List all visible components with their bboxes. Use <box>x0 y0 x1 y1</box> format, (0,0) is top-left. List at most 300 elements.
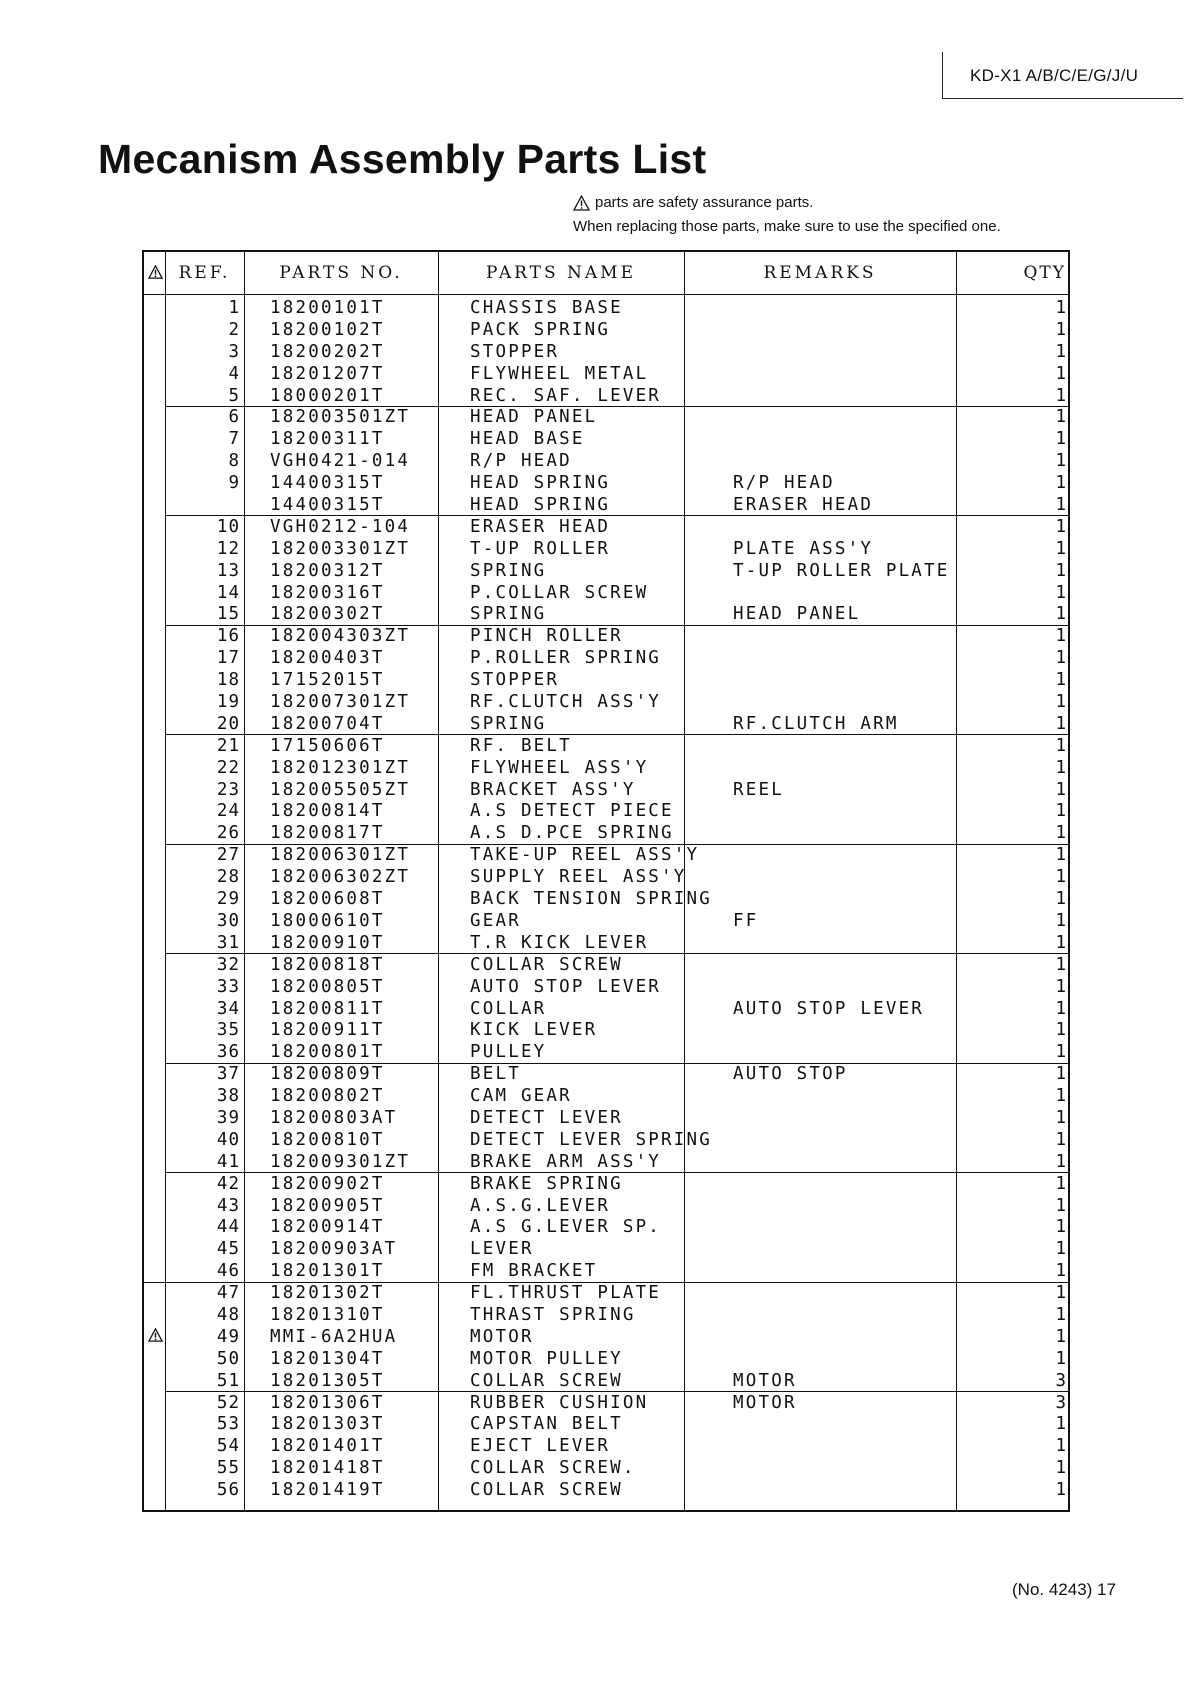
parts-name-cell: P.COLLAR SCREW <box>470 582 649 603</box>
table-row <box>144 1193 1068 1215</box>
ref-cell: 21 <box>216 735 240 756</box>
table-row <box>144 514 1068 536</box>
qty-cell: 1 <box>1055 473 1066 494</box>
qty-cell: 1 <box>1055 998 1066 1019</box>
table-row <box>144 1324 1068 1346</box>
parts-no-cell: 18200311T <box>270 429 385 450</box>
ref-cell: 32 <box>216 954 240 975</box>
ref-cell: 20 <box>216 713 240 734</box>
table-row <box>144 470 1068 492</box>
ref-cell: 4 <box>228 363 240 384</box>
table-row <box>144 711 1068 733</box>
qty-cell: 1 <box>1055 1326 1066 1347</box>
ref-cell: 48 <box>216 1304 240 1325</box>
table-row <box>144 623 1068 645</box>
ref-cell: 24 <box>216 801 240 822</box>
qty-cell: 1 <box>1055 1283 1066 1304</box>
table-row <box>144 601 1068 623</box>
table-row <box>144 908 1068 930</box>
parts-no-cell: 182004303ZT <box>270 626 411 647</box>
table-row <box>144 558 1068 580</box>
parts-no-cell: 14400315T <box>270 473 385 494</box>
qty-cell: 1 <box>1055 516 1066 537</box>
qty-cell: 1 <box>1055 735 1066 756</box>
group-divider <box>165 625 1068 626</box>
group-divider <box>144 1282 1068 1283</box>
group-divider <box>165 844 1068 845</box>
table-row <box>144 1302 1068 1324</box>
parts-no-cell: 18200817T <box>270 823 385 844</box>
parts-name-cell: BRAKE SPRING <box>470 1173 623 1194</box>
qty-cell: 1 <box>1055 1239 1066 1260</box>
parts-name-cell: BRACKET ASS'Y <box>470 779 636 800</box>
parts-no-cell: 182009301ZT <box>270 1151 411 1172</box>
parts-name-cell: FLYWHEEL METAL <box>470 363 649 384</box>
qty-cell: 1 <box>1055 1480 1066 1501</box>
ref-cell: 27 <box>216 845 240 866</box>
qty-cell: 1 <box>1055 1414 1066 1435</box>
safety-note <box>573 194 813 211</box>
parts-name-cell: SPRING <box>470 560 547 581</box>
table-row <box>144 755 1068 777</box>
qty-cell: 1 <box>1055 845 1066 866</box>
parts-no-cell: 17150606T <box>270 735 385 756</box>
ref-cell: 40 <box>216 1129 240 1150</box>
parts-no-cell: 182006302ZT <box>270 867 411 888</box>
parts-name-cell: COLLAR SCREW <box>470 954 623 975</box>
qty-cell: 1 <box>1055 910 1066 931</box>
parts-name-cell: SPRING <box>470 713 547 734</box>
group-divider <box>165 1063 1068 1064</box>
table-row <box>144 580 1068 602</box>
parts-name-cell: BACK TENSION SPRING <box>470 889 712 910</box>
qty-cell: 1 <box>1055 1064 1066 1085</box>
table-row <box>144 1127 1068 1149</box>
table-row <box>144 1433 1068 1455</box>
table-row <box>144 404 1068 426</box>
parts-no-cell: 18200102T <box>270 319 385 340</box>
table-row <box>144 1477 1068 1499</box>
qty-cell: 1 <box>1055 692 1066 713</box>
qty-cell: 1 <box>1055 363 1066 384</box>
qty-cell: 1 <box>1055 429 1066 450</box>
ref-cell: 26 <box>216 823 240 844</box>
parts-no-cell: 18201419T <box>270 1480 385 1501</box>
parts-no-cell: 18200608T <box>270 889 385 910</box>
parts-no-cell: 18201418T <box>270 1458 385 1479</box>
parts-no-cell: 18200316T <box>270 582 385 603</box>
qty-cell: 1 <box>1055 1458 1066 1479</box>
qty-cell: 3 <box>1055 1370 1066 1391</box>
safety-note-text: parts are safety assurance parts. <box>595 194 814 211</box>
table-row <box>144 689 1068 711</box>
parts-name-cell: RF.CLUTCH ASS'Y <box>470 692 662 713</box>
table-row <box>144 820 1068 842</box>
parts-name-cell: T.R KICK LEVER <box>470 932 649 953</box>
qty-cell: 1 <box>1055 1020 1066 1041</box>
parts-name-cell: RF. BELT <box>470 735 572 756</box>
ref-cell: 10 <box>216 516 240 537</box>
table-row <box>144 645 1068 667</box>
table-row <box>144 1105 1068 1127</box>
qty-cell: 1 <box>1055 604 1066 625</box>
qty-cell: 1 <box>1055 889 1066 910</box>
parts-name-cell: STOPPER <box>470 341 560 362</box>
parts-no-cell: 18200302T <box>270 604 385 625</box>
parts-name-cell: T-UP ROLLER <box>470 538 611 559</box>
parts-no-cell: 18201401T <box>270 1436 385 1457</box>
ref-cell: 54 <box>216 1436 240 1457</box>
qty-cell: 1 <box>1055 341 1066 362</box>
table-row <box>144 361 1068 383</box>
parts-name-cell: KICK LEVER <box>470 1020 598 1041</box>
header-remarks: REMARKS <box>763 263 877 283</box>
ref-cell: 38 <box>216 1086 240 1107</box>
parts-name-cell: COLLAR SCREW. <box>470 1458 636 1479</box>
parts-name-cell: TAKE-UP REEL ASS'Y <box>470 845 700 866</box>
group-divider <box>165 1391 1068 1392</box>
qty-cell: 1 <box>1055 1304 1066 1325</box>
parts-name-cell: HEAD SPRING <box>470 495 611 516</box>
table-row <box>144 1258 1068 1280</box>
parts-no-cell: MMI-6A2HUA <box>270 1326 398 1347</box>
qty-cell: 1 <box>1055 385 1066 406</box>
parts-name-cell: EJECT LEVER <box>470 1436 611 1457</box>
ref-cell: 6 <box>228 407 240 428</box>
table-row <box>144 886 1068 908</box>
parts-no-cell: 18201305T <box>270 1370 385 1391</box>
parts-no-cell: 18201306T <box>270 1392 385 1413</box>
parts-name-cell: GEAR <box>470 910 521 931</box>
parts-no-cell: VGH0421-014 <box>270 451 411 472</box>
ref-cell: 18 <box>216 670 240 691</box>
table-row <box>144 798 1068 820</box>
remarks-cell: T-UP ROLLER PLATE <box>733 560 950 581</box>
qty-cell: 1 <box>1055 779 1066 800</box>
ref-cell: 13 <box>216 560 240 581</box>
remarks-cell: REEL <box>733 779 784 800</box>
table-row <box>144 842 1068 864</box>
parts-name-cell: PINCH ROLLER <box>470 626 623 647</box>
header-ref: REF. <box>178 263 231 283</box>
remarks-cell: AUTO STOP <box>733 1064 848 1085</box>
ref-cell: 39 <box>216 1107 240 1128</box>
group-divider <box>165 406 1068 407</box>
qty-cell: 1 <box>1055 867 1066 888</box>
parts-name-cell: A.S DETECT PIECE <box>470 801 674 822</box>
remarks-cell: FF <box>733 910 759 931</box>
qty-cell: 1 <box>1055 1042 1066 1063</box>
remarks-cell: RF.CLUTCH ARM <box>733 713 899 734</box>
parts-name-cell: ERASER HEAD <box>470 516 611 537</box>
ref-cell: 2 <box>228 319 240 340</box>
qty-cell: 1 <box>1055 757 1066 778</box>
header-parts-name: PARTS NAME <box>485 263 636 283</box>
ref-cell: 9 <box>228 473 240 494</box>
parts-no-cell: 18200905T <box>270 1195 385 1216</box>
ref-cell: 51 <box>216 1370 240 1391</box>
qty-cell: 1 <box>1055 1348 1066 1369</box>
ref-cell: 52 <box>216 1392 240 1413</box>
parts-name-cell: SUPPLY REEL ASS'Y <box>470 867 687 888</box>
ref-cell: 19 <box>216 692 240 713</box>
table-row <box>144 1411 1068 1433</box>
table-row <box>144 1039 1068 1061</box>
ref-cell: 14 <box>216 582 240 603</box>
parts-no-cell: 182005505ZT <box>270 779 411 800</box>
parts-no-cell: 18200802T <box>270 1086 385 1107</box>
table-row <box>144 864 1068 886</box>
ref-cell: 49 <box>216 1326 240 1347</box>
parts-no-cell: 18200202T <box>270 341 385 362</box>
ref-cell: 15 <box>216 604 240 625</box>
ref-cell: 42 <box>216 1173 240 1194</box>
ref-cell: 47 <box>216 1283 240 1304</box>
parts-name-cell: BRAKE ARM ASS'Y <box>470 1151 662 1172</box>
remarks-cell: PLATE ASS'Y <box>733 538 874 559</box>
parts-no-cell: 18200911T <box>270 1020 385 1041</box>
parts-name-cell: DETECT LEVER SPRING <box>470 1129 712 1150</box>
ref-cell: 23 <box>216 779 240 800</box>
header-qty: QTY <box>1023 263 1066 283</box>
ref-cell: 8 <box>228 451 240 472</box>
parts-name-cell: P.ROLLER SPRING <box>470 648 662 669</box>
ref-cell: 35 <box>216 1020 240 1041</box>
parts-name-cell: MOTOR <box>470 1326 534 1347</box>
ref-cell: 22 <box>216 757 240 778</box>
parts-name-cell: HEAD SPRING <box>470 473 611 494</box>
qty-cell: 1 <box>1055 560 1066 581</box>
page-title: Mecanism Assembly Parts List <box>98 136 707 182</box>
ref-cell: 55 <box>216 1458 240 1479</box>
header-parts-no: PARTS NO. <box>279 263 403 283</box>
parts-name-cell: STOPPER <box>470 670 560 691</box>
group-divider <box>165 953 1068 954</box>
parts-name-cell: R/P HEAD <box>470 451 572 472</box>
table-row <box>144 1171 1068 1193</box>
table-row <box>144 996 1068 1018</box>
ref-cell: 12 <box>216 538 240 559</box>
qty-cell: 1 <box>1055 801 1066 822</box>
parts-no-cell: 182012301ZT <box>270 757 411 778</box>
table-row <box>144 974 1068 996</box>
table-row <box>144 383 1068 405</box>
parts-name-cell: COLLAR SCREW <box>470 1370 623 1391</box>
qty-cell: 1 <box>1055 1129 1066 1150</box>
qty-cell: 1 <box>1055 1151 1066 1172</box>
ref-cell: 1 <box>228 298 240 318</box>
qty-cell: 1 <box>1055 1195 1066 1216</box>
table-row <box>144 448 1068 470</box>
group-divider <box>165 734 1068 735</box>
parts-no-cell: 18200914T <box>270 1217 385 1238</box>
ref-cell: 41 <box>216 1151 240 1172</box>
qty-cell: 1 <box>1055 451 1066 472</box>
table-row <box>144 317 1068 339</box>
table-row <box>144 952 1068 974</box>
table-row <box>144 1149 1068 1171</box>
group-divider <box>165 1172 1068 1173</box>
parts-name-cell: HEAD PANEL <box>470 407 598 428</box>
parts-no-cell: 18200704T <box>270 713 385 734</box>
page-number: (No. 4243) 17 <box>1012 1580 1116 1599</box>
qty-cell: 1 <box>1055 495 1066 516</box>
parts-name-cell: BELT <box>470 1064 521 1085</box>
table-row <box>144 339 1068 361</box>
qty-cell: 1 <box>1055 626 1066 647</box>
parts-no-cell: 18201304T <box>270 1348 385 1369</box>
parts-name-cell: A.S.G.LEVER <box>470 1195 611 1216</box>
ref-cell: 53 <box>216 1414 240 1435</box>
parts-no-cell: 18200811T <box>270 998 385 1019</box>
parts-no-cell: 17152015T <box>270 670 385 691</box>
parts-no-cell: 18000201T <box>270 385 385 406</box>
parts-name-cell: FM BRACKET <box>470 1261 598 1282</box>
table-row <box>144 667 1068 689</box>
parts-no-cell: 18200814T <box>270 801 385 822</box>
parts-no-cell: 182003301ZT <box>270 538 411 559</box>
parts-name-cell: COLLAR <box>470 998 547 1019</box>
ref-cell: 5 <box>228 385 240 406</box>
table-row <box>144 1017 1068 1039</box>
parts-name-cell: A.S G.LEVER SP. <box>470 1217 662 1238</box>
parts-no-cell: 18201207T <box>270 363 385 384</box>
parts-name-cell: PACK SPRING <box>470 319 611 340</box>
ref-cell: 7 <box>228 429 240 450</box>
table-row <box>144 1390 1068 1412</box>
qty-cell: 1 <box>1055 538 1066 559</box>
table-row <box>144 733 1068 755</box>
qty-cell: 1 <box>1055 1086 1066 1107</box>
parts-no-cell: 182006301ZT <box>270 845 411 866</box>
remarks-cell: MOTOR <box>733 1392 797 1413</box>
ref-cell: 36 <box>216 1042 240 1063</box>
parts-name-cell: DETECT LEVER <box>470 1107 623 1128</box>
parts-no-cell: 18200312T <box>270 560 385 581</box>
parts-no-cell: 18200902T <box>270 1173 385 1194</box>
ref-cell: 30 <box>216 910 240 931</box>
ref-cell: 37 <box>216 1064 240 1085</box>
table-row <box>144 1346 1068 1368</box>
table-row <box>144 1083 1068 1105</box>
qty-cell: 1 <box>1055 823 1066 844</box>
parts-name-cell: CAPSTAN BELT <box>470 1414 623 1435</box>
qty-cell: 1 <box>1055 648 1066 669</box>
table-row <box>144 777 1068 799</box>
qty-cell: 1 <box>1055 407 1066 428</box>
ref-cell: 16 <box>216 626 240 647</box>
parts-no-cell: 18201301T <box>270 1261 385 1282</box>
qty-cell: 1 <box>1055 319 1066 340</box>
parts-no-cell: 14400315T <box>270 495 385 516</box>
table-row <box>144 930 1068 952</box>
parts-no-cell: 18000610T <box>270 910 385 931</box>
parts-no-cell: 18200403T <box>270 648 385 669</box>
parts-no-cell: 18200101T <box>270 298 385 318</box>
parts-no-cell: 18200910T <box>270 932 385 953</box>
table-row <box>144 1368 1068 1390</box>
parts-no-cell: 18201303T <box>270 1414 385 1435</box>
ref-cell: 45 <box>216 1239 240 1260</box>
parts-no-cell: 18200803AT <box>270 1107 398 1128</box>
warning-triangle-icon <box>573 195 590 211</box>
parts-name-cell: MOTOR PULLEY <box>470 1348 623 1369</box>
qty-cell: 1 <box>1055 582 1066 603</box>
table-row <box>144 1455 1068 1477</box>
parts-no-cell: 18200903AT <box>270 1239 398 1260</box>
parts-no-cell: 182007301ZT <box>270 692 411 713</box>
parts-table <box>142 250 1070 1512</box>
qty-cell: 3 <box>1055 1392 1066 1413</box>
remarks-cell: MOTOR <box>733 1370 797 1391</box>
ref-cell: 17 <box>216 648 240 669</box>
remarks-cell: R/P HEAD <box>733 473 835 494</box>
table-row <box>144 295 1068 317</box>
warning-triangle-icon <box>148 265 163 284</box>
parts-name-cell: REC. SAF. LEVER <box>470 385 662 406</box>
ref-cell: 46 <box>216 1261 240 1282</box>
parts-name-cell: RUBBER CUSHION <box>470 1392 649 1413</box>
parts-no-cell: 18201310T <box>270 1304 385 1325</box>
parts-no-cell: 18200809T <box>270 1064 385 1085</box>
safety-mark-icon <box>148 1327 163 1347</box>
table-row <box>144 1280 1068 1302</box>
replace-note: When replacing those parts, make sure to use the specified one. <box>573 218 1001 235</box>
table-row <box>144 536 1068 558</box>
qty-cell: 1 <box>1055 1217 1066 1238</box>
parts-no-cell: 182003501ZT <box>270 407 411 428</box>
parts-name-cell: CAM GEAR <box>470 1086 572 1107</box>
table-row <box>144 1061 1068 1083</box>
ref-cell: 43 <box>216 1195 240 1216</box>
ref-cell: 50 <box>216 1348 240 1369</box>
ref-cell: 33 <box>216 976 240 997</box>
table-row <box>144 1236 1068 1258</box>
qty-cell: 1 <box>1055 954 1066 975</box>
ref-cell: 44 <box>216 1217 240 1238</box>
ref-cell: 31 <box>216 932 240 953</box>
ref-cell: 3 <box>228 341 240 362</box>
qty-cell: 1 <box>1055 976 1066 997</box>
ref-cell: 56 <box>216 1480 240 1501</box>
group-divider <box>165 515 1068 516</box>
parts-name-cell: THRAST SPRING <box>470 1304 636 1325</box>
remarks-cell: ERASER HEAD <box>733 495 874 516</box>
qty-cell: 1 <box>1055 932 1066 953</box>
parts-name-cell: FLYWHEEL ASS'Y <box>470 757 649 778</box>
parts-no-cell: 18200810T <box>270 1129 385 1150</box>
parts-name-cell: COLLAR SCREW <box>470 1480 623 1501</box>
ref-cell: 28 <box>216 867 240 888</box>
parts-name-cell: PULLEY <box>470 1042 547 1063</box>
remarks-cell: HEAD PANEL <box>733 604 861 625</box>
parts-name-cell: LEVER <box>470 1239 534 1260</box>
parts-name-cell: FL.THRUST PLATE <box>470 1283 662 1304</box>
qty-cell: 1 <box>1055 1107 1066 1128</box>
parts-rows <box>144 295 1068 1499</box>
parts-no-cell: 18200805T <box>270 976 385 997</box>
qty-cell: 1 <box>1055 1436 1066 1457</box>
parts-name-cell: HEAD BASE <box>470 429 585 450</box>
ref-cell: 34 <box>216 998 240 1019</box>
table-row <box>144 1214 1068 1236</box>
qty-cell: 1 <box>1055 670 1066 691</box>
table-row <box>144 426 1068 448</box>
parts-no-cell: 18200818T <box>270 954 385 975</box>
parts-no-cell: 18201302T <box>270 1283 385 1304</box>
parts-no-cell: 18200801T <box>270 1042 385 1063</box>
qty-cell: 1 <box>1055 1173 1066 1194</box>
